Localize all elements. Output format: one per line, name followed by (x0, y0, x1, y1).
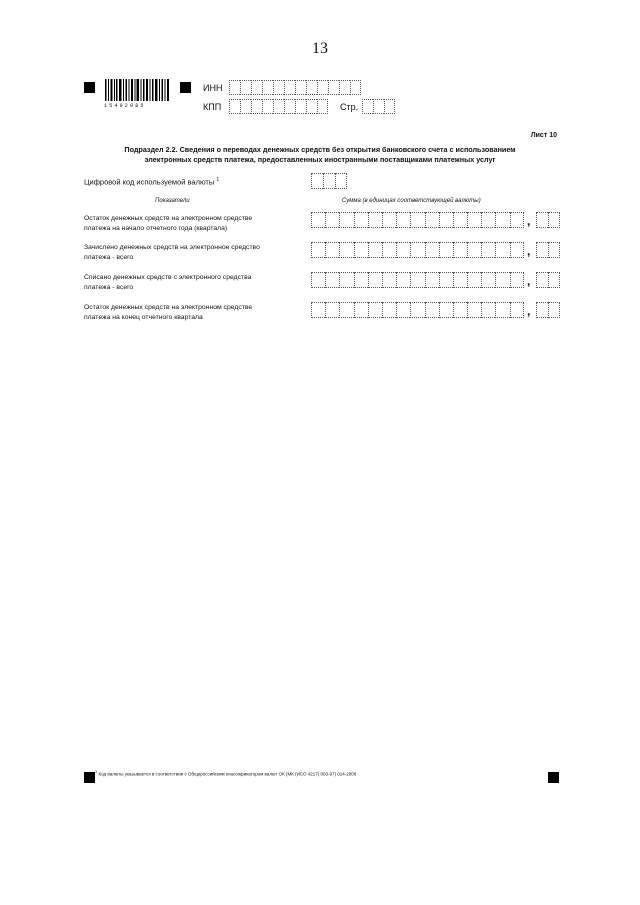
row-label-credited (84, 243, 299, 262)
row-label-line: Остаток денежных средств на электронном средстве (84, 304, 253, 311)
footnote-reference: 1 (216, 177, 220, 183)
barcode-digits: 15402085 (104, 103, 146, 109)
column-header-indicator: Показатели (155, 198, 190, 204)
amount-field-debited[interactable] (311, 272, 524, 288)
currency-code-field[interactable] (311, 173, 347, 189)
amount-field-closing-balance[interactable] (311, 302, 524, 318)
amount-field-opening-balance[interactable] (311, 212, 524, 228)
kpp-label: КПП (203, 102, 222, 112)
corner-marker-top-left (84, 82, 95, 93)
row-label-line: платежа на начало отчетного года (квартала) (84, 224, 228, 232)
row-label-opening-balance (84, 214, 299, 233)
row-label-closing-balance (84, 303, 299, 322)
currency-code-label (84, 177, 219, 187)
page-label: Стр. (340, 102, 359, 112)
row-label-line: Зачислено денежных средств на электронное средство (84, 244, 260, 251)
corner-marker-bottom-right (548, 772, 559, 783)
fraction-field-opening-balance[interactable] (536, 212, 560, 228)
decimal-separator: , (527, 214, 531, 228)
column-header-amount: Сумма (в единицах соответствующей валюты) (342, 198, 481, 204)
page-number: 13 (312, 40, 328, 57)
corner-marker-header (180, 82, 191, 93)
sheet-label: Лист 10 (530, 132, 557, 139)
subsection-title (110, 145, 530, 165)
decimal-separator: , (527, 244, 531, 258)
decimal-separator: , (527, 304, 531, 318)
subsection-title-line-2: электронных средств платежа, предоставленных иностранными поставщиками платежных услуг (144, 155, 496, 164)
subsection-title-line-1: Подраздел 2.2. Сведения о переводах денежных средств без открытия банковского счета с использованием (124, 145, 516, 154)
fraction-field-credited[interactable] (536, 242, 560, 258)
footnote-mark: 1 (95, 769, 98, 774)
amount-field-credited[interactable] (311, 242, 524, 258)
page-number-field[interactable] (362, 99, 395, 114)
row-label-line: платежа - всего (84, 283, 134, 291)
currency-code-label-text: Цифровой код используемой валюты (84, 177, 215, 187)
row-label-line: Списано денежных средств с электронного средства (84, 274, 252, 281)
decimal-separator: , (527, 274, 531, 288)
inn-field[interactable] (229, 80, 361, 95)
fraction-field-closing-balance[interactable] (536, 302, 560, 318)
row-label-line: Остаток денежных средств на электронном средстве (84, 215, 253, 222)
corner-marker-bottom-left (84, 772, 95, 783)
row-label-line: платежа на конец отчетного квартала (84, 313, 203, 321)
inn-label: ИНН (203, 83, 223, 93)
row-label-debited (84, 273, 299, 292)
kpp-field[interactable] (229, 99, 328, 114)
footnote (95, 769, 455, 777)
fraction-field-debited[interactable] (536, 272, 560, 288)
footnote-text: Код валюты указывается в соответствии с Общероссийским классификатором валют ОК (МК (ИСО 4217) 003-97) 014-2000 (98, 771, 357, 777)
row-label-line: платежа - всего (84, 253, 134, 261)
